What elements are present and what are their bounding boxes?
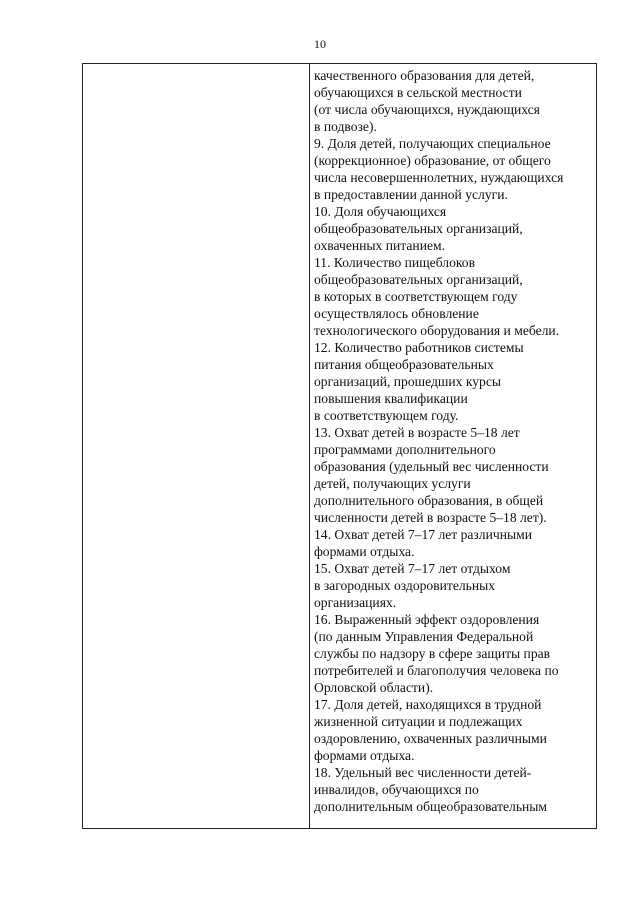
text-line: организаций, прошедших курсы — [314, 374, 501, 389]
text-line: оздоровлению, охваченных различными — [314, 731, 547, 746]
text-line: численности детей в возрасте 5–18 лет). — [314, 510, 547, 525]
text-line: потребителей и благополучия человека по — [314, 663, 559, 678]
indicator-text-cell — [314, 67, 594, 815]
text-line: Орловской области). — [314, 680, 434, 695]
text-line: числа несовершеннолетних, нуждающихся — [314, 170, 564, 185]
text-line: охваченных питанием. — [314, 238, 446, 253]
text-line: технологического оборудования и мебели. — [314, 323, 560, 338]
text-line: образования (удельный вес численности — [314, 459, 549, 474]
text-line: службы по надзору в сфере защиты прав — [314, 646, 551, 661]
text-line: программами дополнительного — [314, 442, 496, 457]
text-line: обучающихся в сельской местности — [314, 85, 522, 100]
text-line: в подвозе). — [314, 119, 377, 134]
text-line: инвалидов, обучающихся по — [314, 782, 479, 797]
text-line: 12. Количество работников системы — [314, 340, 524, 355]
text-line: 17. Доля детей, находящихся в трудной — [314, 697, 542, 712]
column-divider — [309, 64, 310, 828]
text-line: 13. Охват детей в возрасте 5–18 лет — [314, 425, 520, 440]
text-line: жизненной ситуации и подлежащих — [314, 714, 523, 729]
text-line: 14. Охват детей 7–17 лет различными — [314, 527, 532, 542]
text-line: организациях. — [314, 595, 397, 610]
text-line: 11. Количество пищеблоков — [314, 255, 475, 270]
text-line: питания общеобразовательных — [314, 357, 494, 372]
text-line: детей, получающих услуги — [314, 476, 471, 491]
text-line: общеобразовательных организаций, — [314, 272, 523, 287]
text-line: дополнительного образования, в общей — [314, 493, 544, 508]
text-line: качественного образования для детей, — [314, 68, 535, 83]
text-line: осуществлялось обновление — [314, 306, 479, 321]
text-line: в загородных оздоровительных — [314, 578, 496, 593]
text-line: в соответствующем году. — [314, 408, 459, 423]
text-line: в которых в соответствующем году — [314, 289, 518, 304]
text-line: (коррекционное) образование, от общего — [314, 153, 551, 168]
text-line: в предоставлении данной услуги. — [314, 187, 508, 202]
text-line: 9. Доля детей, получающих специальное — [314, 136, 551, 151]
text-line: (по данным Управления Федеральной — [314, 629, 534, 644]
text-line: 18. Удельный вес численности детей- — [314, 765, 532, 780]
text-line: формами отдыха. — [314, 544, 415, 559]
document-table — [82, 63, 597, 829]
text-line: общеобразовательных организаций, — [314, 221, 523, 236]
text-line: формами отдыха. — [314, 748, 415, 763]
text-line: 16. Выраженный эффект оздоровления — [314, 612, 540, 627]
text-line: повышения квалификации — [314, 391, 468, 406]
text-line: (от числа обучающихся, нуждающихся — [314, 102, 540, 117]
text-line: 10. Доля обучающихся — [314, 204, 447, 219]
text-line: 15. Охват детей 7–17 лет отдыхом — [314, 561, 511, 576]
text-line: дополнительным общеобразовательным — [314, 799, 548, 814]
page-number: 10 — [314, 37, 326, 51]
